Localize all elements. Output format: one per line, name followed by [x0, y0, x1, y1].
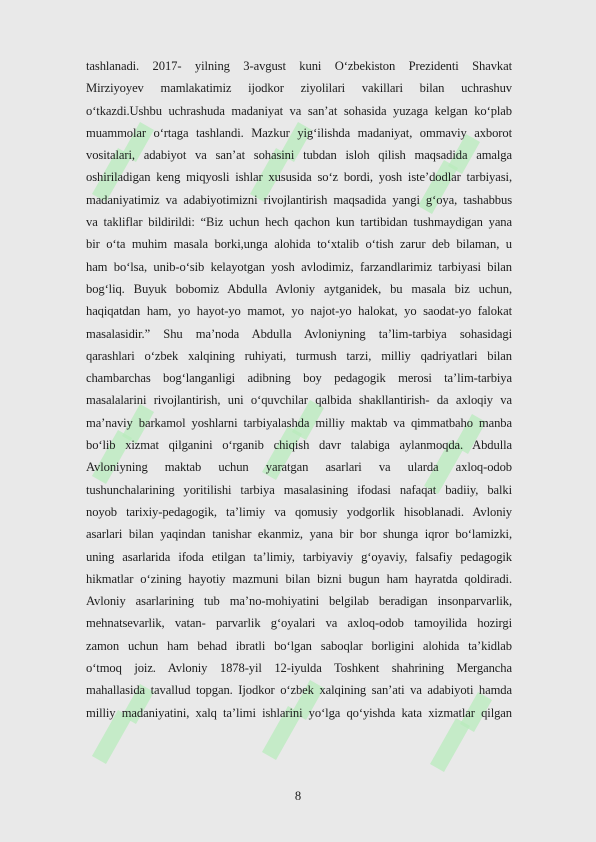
body-text [86, 55, 512, 724]
text-line: uning asarlarida ifoda etilgan ta’limiy, tarbiyaviy g‘oyaviy, falsafiy pedagogik [86, 549, 512, 564]
text-line: tushunchalarining yoritilishi tarbiya masalasining ifodasi nafaqat badiiy, balki [86, 482, 512, 497]
text-line: Avloniyning maktab uchun yaratgan asarlari va ularda axloq-odob [86, 460, 512, 475]
text-line: o‘tmoq joiz. Avloniy 1878-yil 12-iyulda Toshkent shahrining Mergancha [86, 661, 512, 676]
text-line: milliy madaniyatini, xalq ta’limi ishlarini yo‘lga qo‘yishda kata xizmatlar qilgan [86, 705, 512, 720]
text-line: mehnatsevarlik, vatan- parvarlik g‘oyalari va axloq-odob tamoyilida hozirgi [86, 616, 512, 631]
text-line: tashlanadi. 2017- yilning 3-avgust kuni O‘zbekiston Prezidenti Shavkat [86, 59, 512, 73]
text-line: chambarchas bog‘langanligi adibning boy pedagogik merosi ta’lim-tarbiya [86, 371, 512, 386]
text-line: ma’naviy barkamol yoshlarni tarbiyalashda milliy maktab va qimmatbaho manba [86, 415, 512, 430]
text-line: bog‘liq. Buyuk bobomiz Abdulla Avloniy aytganidek, bu masala biz uchun, [86, 281, 512, 296]
text-line: oshiriladigan keng miqyosli ishlar xususida so‘z bordi, yosh iste’dodlar tarbiyasi, [86, 170, 512, 185]
text-line: masalasidir.” Shu ma’noda Abdulla Avloniyning ta’lim-tarbiya sohasidagi [86, 326, 512, 341]
text-line: vositalari, adabiyot va san’at sohasini tubdan isloh qilish maqsadida amalga [86, 148, 512, 163]
text-line: bo‘lib xizmat qilganini o‘rganib chiqish davr talabiga aylanmoqda. Abdulla [86, 438, 512, 453]
text-line: hikmatlar o‘zining hayotiy mazmuni bilan bizni bugun ham hayratda qoldiradi. [86, 571, 512, 586]
text-line: masalalarini rivojlantirish, uni o‘quvchilar qalbida shakllantirish- da axloqiy va [86, 393, 512, 408]
text-line: Avloniy asarlarining tub ma’no-mohiyatini belgilab beradigan insonparvarlik, [86, 594, 512, 609]
text-line: bir o‘ta muhim masala borki,unga alohida to‘xtalib o‘tish zarur deb bilaman, u [86, 237, 512, 252]
text-line: muammolar o‘rtaga tashlandi. Mazkur yig‘ilishda madaniyat, ommaviy axborot [86, 125, 512, 140]
text-line: Mirziyoyev mamlakatimiz ijodkor ziyolilari vakillari bilan uchrashuv [86, 81, 512, 96]
text-line: va takliflar bildirildi: “Biz uchun hech qachon kun tartibidan tushmaydigan yana [86, 215, 512, 230]
text-line: o‘tkazdi.Ushbu uchrashuda madaniyat va san’at sohasida yuzaga kelgan ko‘plab [86, 103, 512, 118]
page-number: 8 [294, 789, 302, 803]
text-line: haqiqatdan ham, yo hayot-yo mamot, yo najot-yo halokat, yo saodat-yo falokat [86, 304, 512, 319]
text-line: madaniyatimiz va adabiyotimizni rivojlantirish maqsadida yangi g‘oya, tashabbus [86, 192, 512, 207]
text-line: ham bo‘lsa, unib-o‘sib kelayotgan yosh avlodimiz, farzandlarimiz tarbiyasi bilan [86, 259, 512, 274]
text-line: zamon uchun ham behad ibratli bo‘lgan saboqlar borligini alohida ta’kidlab [86, 638, 512, 653]
text-line: noyob tarixiy-pedagogik, ta’limiy va qomusiy yodgorlik hisoblanadi. Avloniy [86, 504, 512, 519]
text-line: mahallasida tavallud topgan. Ijodkor o‘zbek xalqining san’ati va adabiyoti hamda [86, 683, 512, 698]
text-line: asarlari bilan yaqindan tanishar ekanmiz, yana bir bor shunga iqror bo‘lamizki, [86, 527, 512, 542]
text-line: qarashlari o‘zbek xalqining ruhiyati, turmush tarzi, milliy qadriyatlari bilan [86, 348, 512, 363]
